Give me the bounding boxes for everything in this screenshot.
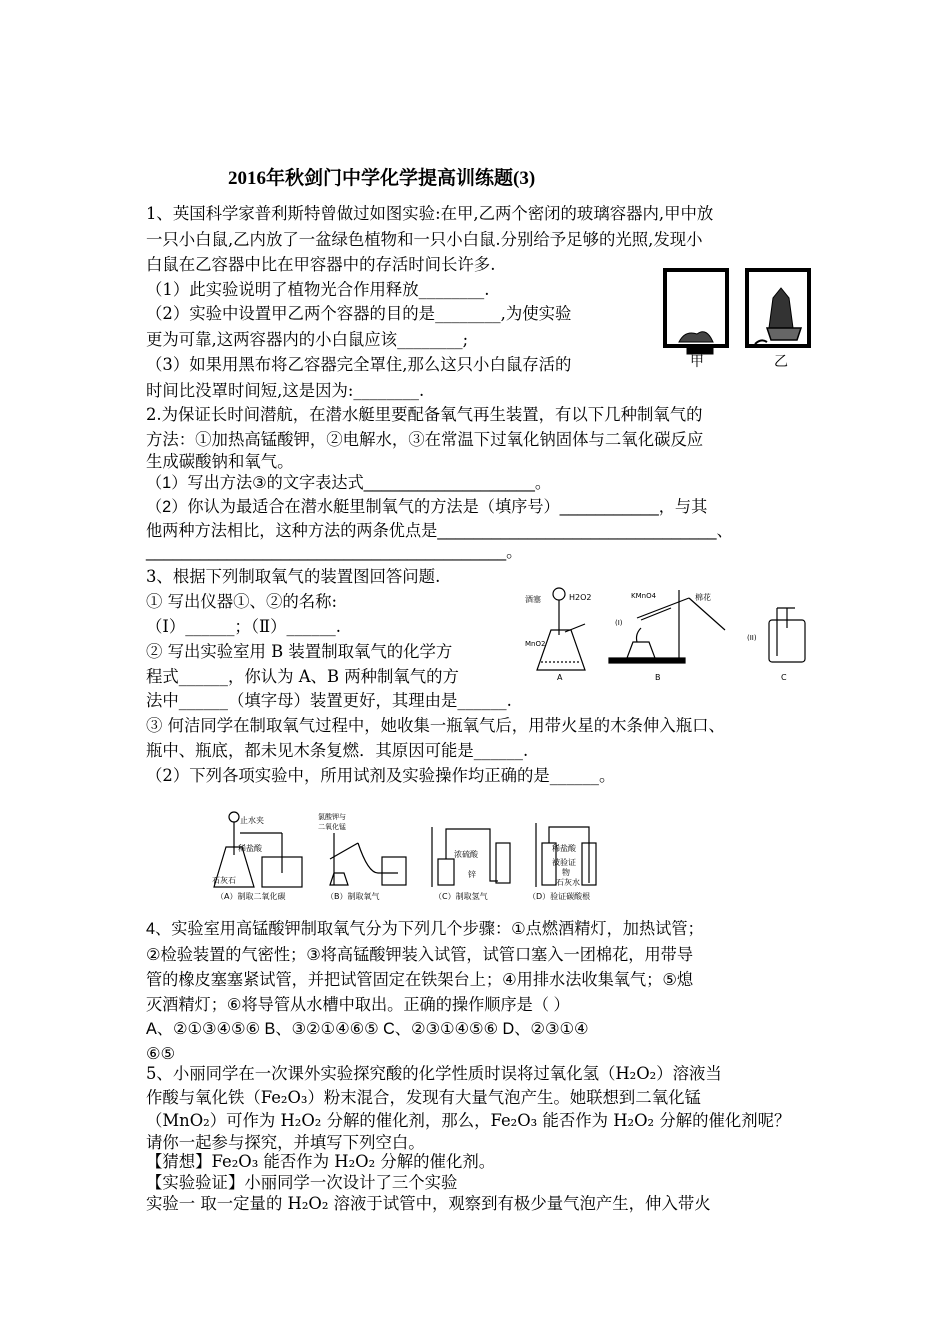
q1-part2: （2）实验中设置甲乙两个容器的目的是________,为使实验 bbox=[146, 304, 572, 323]
q5-line: 请你一起参与探究，并填写下列空白。 bbox=[146, 1133, 425, 1152]
container-jia bbox=[665, 270, 727, 354]
label-d-test1: 被验证 bbox=[552, 858, 576, 867]
label-b-reagent2: 二氧化锰 bbox=[318, 823, 346, 831]
q1-part2-cont: 更为可靠,这两容器内的小白鼠应该________; bbox=[146, 330, 469, 349]
q5-line: 5、小丽同学在一次课外实验探究酸的化学性质时误将过氧化氢（H₂O₂）溶液当 bbox=[146, 1064, 722, 1083]
q3-item2: ② 写出实验室用 B 装置制取氧气的化学方 bbox=[146, 642, 453, 661]
q5-line: （MnO₂）可作为 H₂O₂ 分解的催化剂，那么，Fe₂O₃ 能否作为 H₂O₂ 分解的催化剂呢？ bbox=[146, 1111, 791, 1130]
label-jia: 甲 bbox=[690, 354, 704, 370]
q4-line: 4、实验室用高锰酸钾制取氧气分为下列几个步骤：①点燃酒精灯，加热试管； bbox=[146, 920, 704, 938]
apparatus-c bbox=[769, 608, 805, 662]
q3-stem: 3、根据下列制取氧气的装置图回答问题. bbox=[146, 567, 441, 586]
label-d-test2: 物 bbox=[562, 868, 570, 877]
label-d-acid: 稀盐酸 bbox=[552, 844, 576, 853]
label-a-acid: 稀盐酸 bbox=[238, 844, 262, 853]
label-yi: 乙 bbox=[774, 354, 788, 370]
q1-part1: （1）此实验说明了植物光合作用释放________. bbox=[146, 280, 490, 299]
label-b-mark: (I) bbox=[615, 619, 623, 627]
label-b-cotton: 棉花 bbox=[695, 593, 711, 602]
q1-line: 白鼠在乙容器中比在甲容器中的存活时间长许多. bbox=[146, 255, 496, 274]
label-d-lime: 石灰水 bbox=[556, 878, 580, 887]
q1-part3-cont: 时间比没罩时间短,这是因为:________. bbox=[146, 381, 425, 400]
label-a-funnel: 酒塞 bbox=[525, 595, 541, 604]
caption-a: （A）制取二氧化碳 bbox=[216, 892, 286, 901]
q1-part3: （3）如果用黑布将乙容器完全罩住,那么这只小白鼠存活的 bbox=[146, 355, 572, 374]
page-title: 2016年秋剑门中学化学提高训练题(3) bbox=[228, 168, 536, 189]
q3-item2-cont: 程式______，你认为 A、B 两种制氧气的方 bbox=[146, 667, 459, 686]
label-b-reagent1: 氯酸钾与 bbox=[318, 813, 346, 821]
q3-item3-cont: 瓶中、瓶底，都未见木条复燃．其原因可能是______. bbox=[146, 741, 529, 760]
label-a-solid: MnO2 bbox=[525, 640, 546, 648]
q3-item1: ① 写出仪器①、②的名称: bbox=[146, 592, 338, 611]
q2-part1: （1）写出方法③的文字表达式___________________。 bbox=[146, 474, 552, 492]
label-b-reagent: KMnO4 bbox=[631, 592, 657, 600]
label-b: B bbox=[655, 673, 661, 682]
q3-apparatus-figure bbox=[525, 580, 815, 685]
q5-verification: 【实验验证】小丽同学一次设计了三个实验 bbox=[146, 1173, 458, 1192]
q2-part2-cont: ________________________________________。 bbox=[146, 543, 523, 561]
caption-d: （D）验证碳酸根 bbox=[528, 892, 591, 901]
label-c: C bbox=[781, 673, 787, 682]
q1-line: 1、英国科学家普利斯特曾做过如图实验:在甲,乙两个密闭的玻璃容器内,甲中放 bbox=[146, 204, 714, 223]
q4-options: A、②①③④⑤⑥ B、③②①④⑥⑤ C、②③①④⑤⑥ D、②③①④ bbox=[146, 1020, 589, 1038]
q2-line: 2.为保证长时间潜航，在潜水艇里要配备氧气再生装置，有以下几种制氧气的 bbox=[146, 405, 703, 424]
label-a: A bbox=[557, 673, 563, 682]
q4-line: 灭酒精灯；⑥将导管从水槽中取出。正确的操作顺序是（ ） bbox=[146, 996, 570, 1014]
q2-part2-cont: 他两种方法相比，这种方法的两条优点是_______________________________、 bbox=[146, 522, 733, 540]
label-c-zinc: 锌 bbox=[468, 870, 476, 879]
q5-hypothesis: 【猜想】Fe₂O₃ 能否作为 H₂O₂ 分解的催化剂。 bbox=[146, 1152, 496, 1171]
q4-line: 管的橡皮塞塞紧试管，并把试管固定在铁架台上；④用排水法收集氧气；⑤熄 bbox=[146, 971, 694, 989]
label-c-mark: (II) bbox=[747, 634, 757, 642]
label-a-stone: 石灰石 bbox=[212, 876, 236, 885]
q2-part2: （2）你认为最适合在潜水艇里制氧气的方法是（填序号）___________，与其 bbox=[146, 498, 708, 516]
q1-line: 一只小白鼠,乙内放了一盆绿色植物和一只小白鼠.分别给予足够的光照,发现小 bbox=[146, 230, 703, 249]
q4-options-cont: ⑥⑤ bbox=[146, 1045, 176, 1063]
q2-line: 方法：①加热高锰酸钾，②电解水，③在常温下过氧化钠固体与二氧化碳反应 bbox=[146, 430, 704, 449]
q5-experiment1: 实验一 取一定量的 H₂O₂ 溶液于试管中，观察到有极少量气泡产生，伸入带火 bbox=[146, 1194, 711, 1213]
q3-item2-cont: 法中______（填字母）装置更好，其理由是______. bbox=[146, 691, 512, 710]
label-a-reagent: H2O2 bbox=[569, 593, 592, 602]
label-c-acid: 浓硫酸 bbox=[454, 850, 478, 859]
q5-line: 作酸与氧化铁（Fe₂O₃）粉末混合，发现有大量气泡产生。她联想到二氧化锰 bbox=[146, 1088, 701, 1107]
caption-c: （C）制取氢气 bbox=[434, 892, 488, 901]
q4-line: ②检验装置的气密性；③将高锰酸钾装入试管，试管口塞入一团棉花，用带导 bbox=[146, 946, 694, 964]
container-yi bbox=[747, 270, 809, 346]
q2-line: 生成碳酸钠和氧气。 bbox=[146, 452, 294, 471]
q3-part2: （2）下列各项实验中，所用试剂及实验操作均正确的是______。 bbox=[146, 766, 616, 785]
label-a-clip: 止水夹 bbox=[240, 816, 264, 825]
q1-figure bbox=[657, 268, 817, 370]
q3-part2-figure bbox=[210, 803, 610, 905]
caption-b: （B）制取氧气 bbox=[326, 892, 380, 901]
q3-item1-blanks: （Ⅰ）______；（Ⅱ）______. bbox=[146, 617, 341, 636]
q3-item3: ③ 何洁同学在制取氧气过程中，她收集一瓶氧气后，用带火星的木条伸入瓶口、 bbox=[146, 716, 725, 735]
setup-b bbox=[330, 833, 406, 885]
